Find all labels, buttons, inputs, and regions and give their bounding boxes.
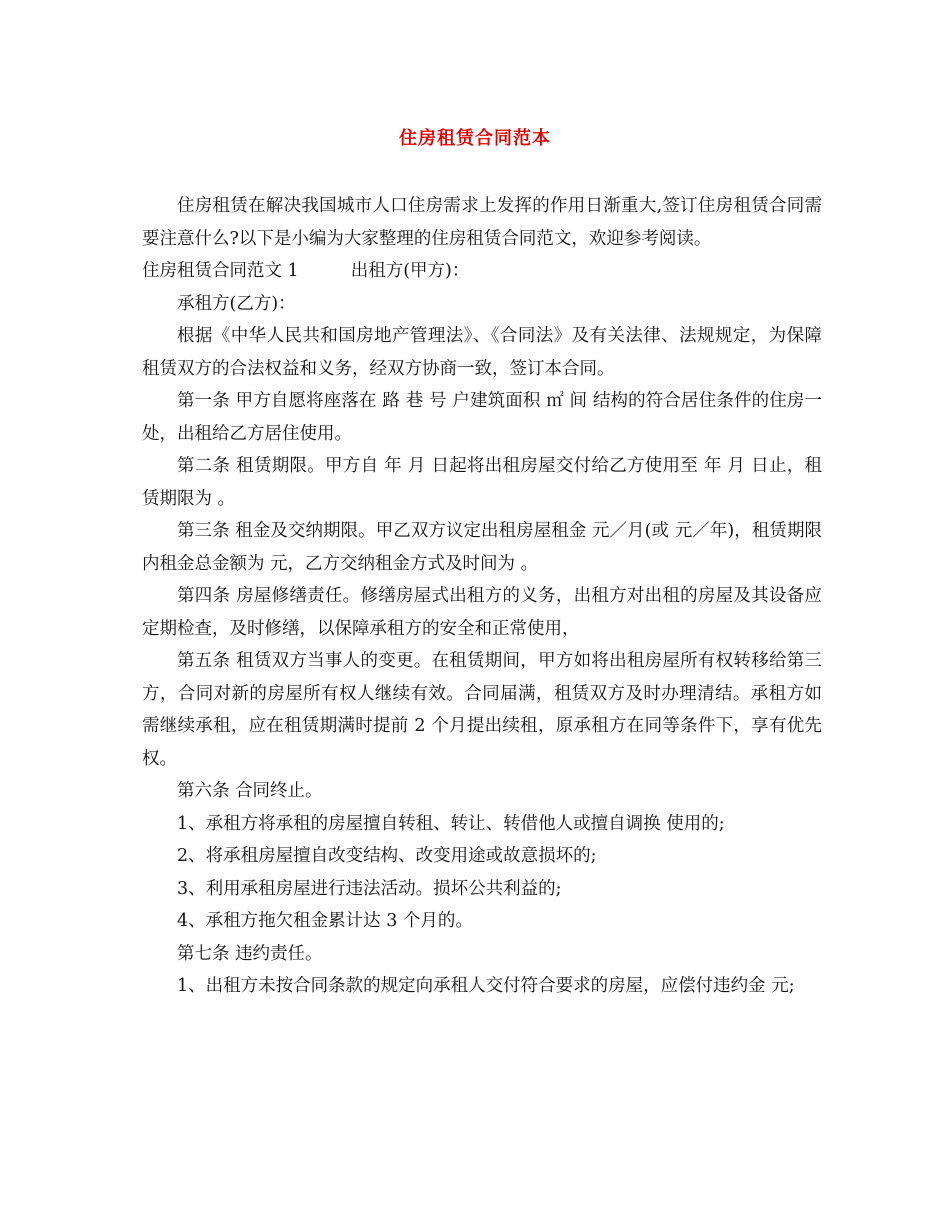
article-7-item-1: 1、出租方未按合同条款的规定向承租人交付符合要求的房屋，应偿付违约金 元; (177, 976, 795, 996)
article-4: 第四条 房屋修缮责任。修缮房屋式出租方的义务，出租方对出租的房屋及其设备应定期检查，及时修缮，以保障承租方的安全和正常使用， (142, 586, 822, 639)
article-6-item-2: 2、将承租房屋擅自改变结构、改变用途或故意损坏的; (177, 846, 597, 866)
article-5: 第五条 租赁双方当事人的变更。在租赁期间，甲方如将出租房屋所有权转移给第三方，合同对新的房屋所有权人继续有效。合同届满，租赁双方及时办理清结。承租方如需继续承租，应在租赁期满时提前 2 个月提出续租，原承租方在同等条件下，享有优先权。 (142, 651, 822, 769)
article-6-item-4: 4、承租方拖欠租金累计达 3 个月的。 (177, 911, 473, 931)
article-7: 第七条 违约责任。 (177, 943, 323, 964)
article-6: 第六条 合同终止。 (177, 781, 323, 801)
article-6-item-3: 3、利用承租房屋进行违法活动。损坏公共利益的; (177, 878, 562, 899)
article-1: 第一条 甲方自愿将座落在 路 巷 号 户建筑面积 ㎡ 间 结构的符合居住条件的住房一处，出租给乙方居住使用。 (142, 391, 822, 444)
lessor-label: 出租方(甲方)： (350, 261, 470, 281)
legal-basis-paragraph: 根据《中华人民共和国房地产管理法》、《合同法》及有关法律、法规规定，为保障租赁双方的合法权益和义务，经双方协商一致，签订本合同。 (142, 326, 822, 379)
intro-paragraph: 住房租赁在解决我国城市人口住房需求上发挥的作用日渐重大,签订住房租赁合同需要注意什么?以下是小编为大家整理的住房租赁合同范文，欢迎参考阅读。 (142, 196, 822, 249)
article-2: 第二条 租赁期限。甲方自 年 月 日起将出租房屋交付给乙方使用至 年 月 日止，租赁期限为 。 (142, 456, 822, 509)
lessee-label: 承租方(乙方)： (177, 293, 296, 314)
article-6-item-1: 1、承租方将承租的房屋擅自转租、转让、转借他人或擅自调换 使用的; (177, 813, 725, 834)
document-title: 住房租赁合同范本 (399, 128, 551, 149)
article-3: 第三条 租金及交纳期限。甲乙双方议定出租房屋租金 元／月(或 元／年)，租赁期限内租金总金额为 元，乙方交纳租金方式及时间为 。 (142, 521, 822, 574)
heading-line (142, 255, 822, 288)
sample-heading: 住房租赁合同范文 1 (142, 261, 299, 281)
document-body (142, 190, 822, 1003)
